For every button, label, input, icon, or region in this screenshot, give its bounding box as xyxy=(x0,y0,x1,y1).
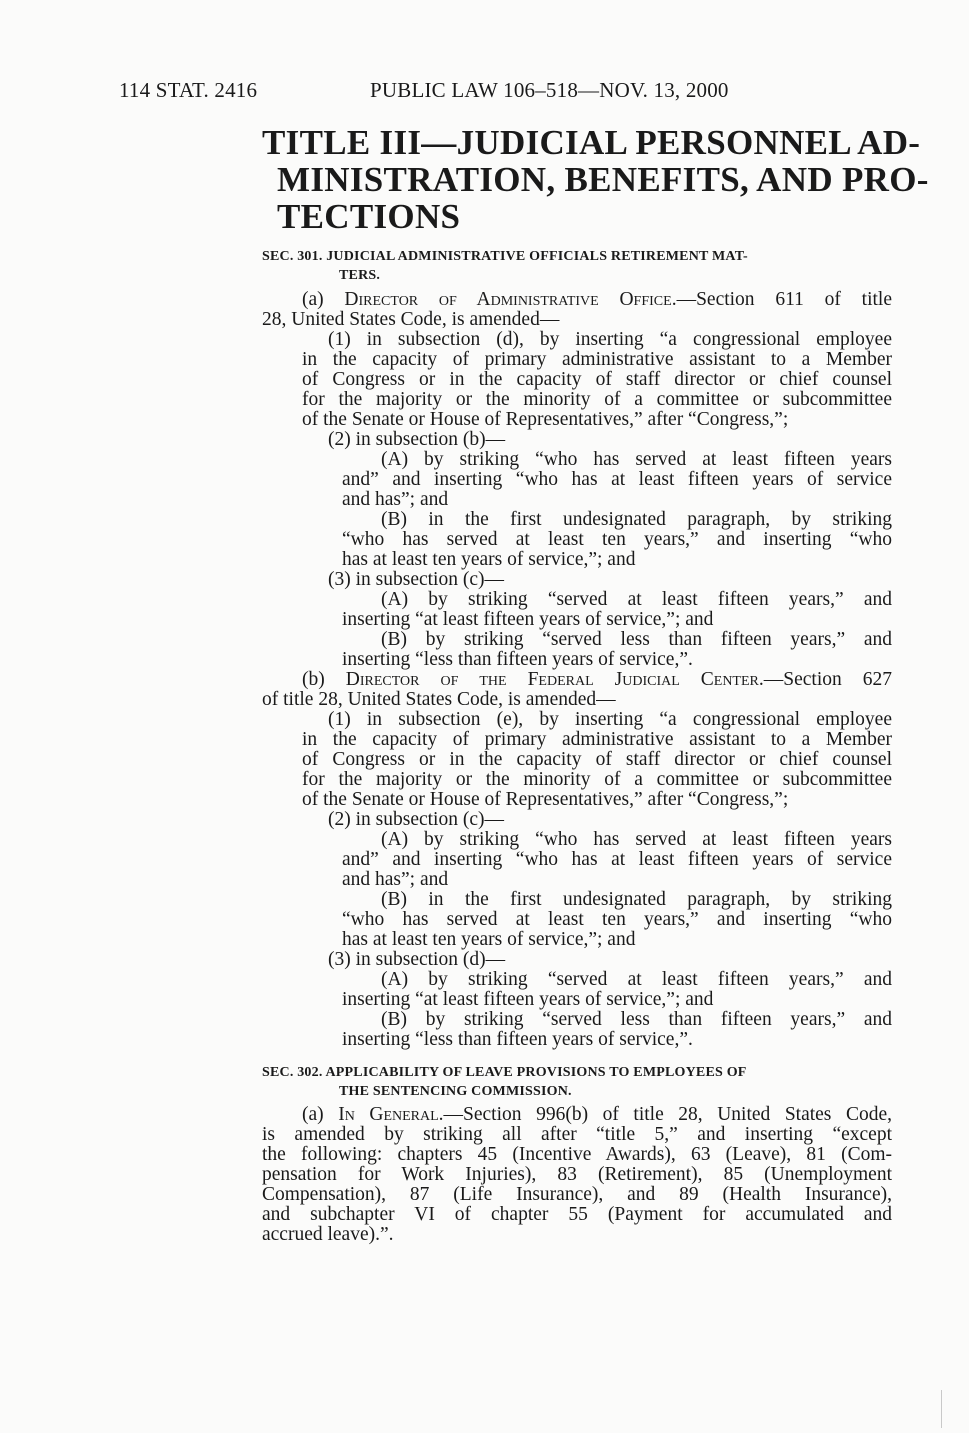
statute-citation: 114 STAT. 2416 xyxy=(119,78,258,102)
text-line: the following: chapters 45 (Incentive Awards), 63 (Leave), 81 (Com- xyxy=(262,1144,892,1165)
subsection-caption: Director of the Federal Judicial Center xyxy=(345,669,759,690)
section-302-body xyxy=(262,1105,892,1245)
text-line: inserting “at least fifteen years of service,”; and xyxy=(342,609,714,630)
text-line: (A) by striking “served at least fifteen years,” and xyxy=(381,589,892,610)
text-line: in the capacity of primary administrative assistant to a Member xyxy=(302,349,892,370)
title-heading xyxy=(262,123,929,236)
text-line: of the Senate or House of Representatives,” after “Congress,”; xyxy=(302,789,789,810)
section-301-heading xyxy=(262,247,892,285)
text-line: for the majority or the minority of a committee or subcommittee xyxy=(302,769,892,790)
scan-edge-mark xyxy=(941,1390,942,1428)
paragraph-label: (2) in subsection (b)— xyxy=(328,429,506,450)
text-line: is amended by striking all after “title 5,” and inserting “except xyxy=(262,1124,892,1145)
public-law-citation: PUBLIC LAW 106–518—NOV. 13, 2000 xyxy=(370,78,729,102)
subsection-caption: Director of Administrative Office xyxy=(344,289,672,310)
text-line: (B) by striking “served less than fifteen years,” and xyxy=(381,1009,892,1030)
title-line: MINISTRATION, BENEFITS, AND PRO- xyxy=(277,160,929,199)
text-line: of title 28, United States Code, is amended— xyxy=(262,689,616,710)
text-line: inserting “less than fifteen years of service,”. xyxy=(342,1029,693,1050)
subsection-a-first-line: (a) In General.—Section 996(b) of title 28, United States Code, xyxy=(302,1104,892,1125)
text-line: and subchapter VI of chapter 55 (Payment for accumulated and xyxy=(262,1204,892,1225)
text-line: has at least ten years of service,”; and xyxy=(342,549,636,570)
section-heading-line: THE SENTENCING COMMISSION. xyxy=(339,1084,572,1099)
text-line: (B) by striking “served less than fifteen years,” and xyxy=(381,629,892,650)
section-302-heading xyxy=(262,1063,892,1101)
paragraph-label: (3) in subsection (c)— xyxy=(328,569,504,590)
text-line: for the majority or the minority of a committee or subcommittee xyxy=(302,389,892,410)
text-line: pensation for Work Injuries), 83 (Retirement), 85 (Unemployment xyxy=(262,1164,892,1185)
text-line: Compensation), 87 (Life Insurance), and 89 (Health Insurance), xyxy=(262,1184,892,1205)
text-line: “who has served at least ten years,” and inserting “who xyxy=(342,529,892,550)
paragraph-label: (3) in subsection (d)— xyxy=(328,949,506,970)
text-line: (A) by striking “who has served at least fifteen years xyxy=(381,829,892,850)
text-line: “who has served at least ten years,” and inserting “who xyxy=(342,909,892,930)
text-line: and has”; and xyxy=(342,489,449,510)
subsection-b-first-line: (b) Director of the Federal Judicial Center.—Section 627 xyxy=(302,669,892,690)
subsection-a-first-line: (a) Director of Administrative Office.—Section 611 of title xyxy=(302,289,892,310)
text-line: (1) in subsection (e), by inserting “a congressional employee xyxy=(328,709,892,730)
text-line: 28, United States Code, is amended— xyxy=(262,309,560,330)
text-line: of Congress or in the capacity of staff director or chief counsel xyxy=(302,369,892,390)
section-301-body xyxy=(262,290,892,1050)
paragraph-label: (2) in subsection (c)— xyxy=(328,809,504,830)
text-line: of Congress or in the capacity of staff director or chief counsel xyxy=(302,749,892,770)
text-line: in the capacity of primary administrative assistant to a Member xyxy=(302,729,892,750)
text-line: (B) in the first undesignated paragraph, by striking xyxy=(381,889,892,910)
title-line: TITLE III—JUDICIAL PERSONNEL AD- xyxy=(262,123,921,162)
text-line: of the Senate or House of Representatives,” after “Congress,”; xyxy=(302,409,789,430)
text-line: has at least ten years of service,”; and xyxy=(342,929,636,950)
text-line: and” and inserting “who has at least fifteen years of service xyxy=(342,469,892,490)
text-line: and” and inserting “who has at least fifteen years of service xyxy=(342,849,892,870)
text-line: and has”; and xyxy=(342,869,449,890)
text-line: inserting “at least fifteen years of service,”; and xyxy=(342,989,714,1010)
subsection-caption: In General xyxy=(338,1104,439,1125)
title-line: TECTIONS xyxy=(277,197,461,236)
text-line: (A) by striking “served at least fifteen years,” and xyxy=(381,969,892,990)
section-heading-line: SEC. 301. JUDICIAL ADMINISTRATIVE OFFICIALS RETIREMENT MAT- xyxy=(262,249,748,264)
text-line: (B) in the first undesignated paragraph, by striking xyxy=(381,509,892,530)
text-line: inserting “less than fifteen years of service,”. xyxy=(342,649,693,670)
text-line: accrued leave).”. xyxy=(262,1224,394,1245)
text-line: (A) by striking “who has served at least fifteen years xyxy=(381,449,892,470)
text-line: (1) in subsection (d), by inserting “a congressional employee xyxy=(328,329,892,350)
section-heading-line: TERS. xyxy=(339,268,381,283)
section-heading-line: SEC. 302. APPLICABILITY OF LEAVE PROVISIONS TO EMPLOYEES OF xyxy=(262,1065,747,1080)
